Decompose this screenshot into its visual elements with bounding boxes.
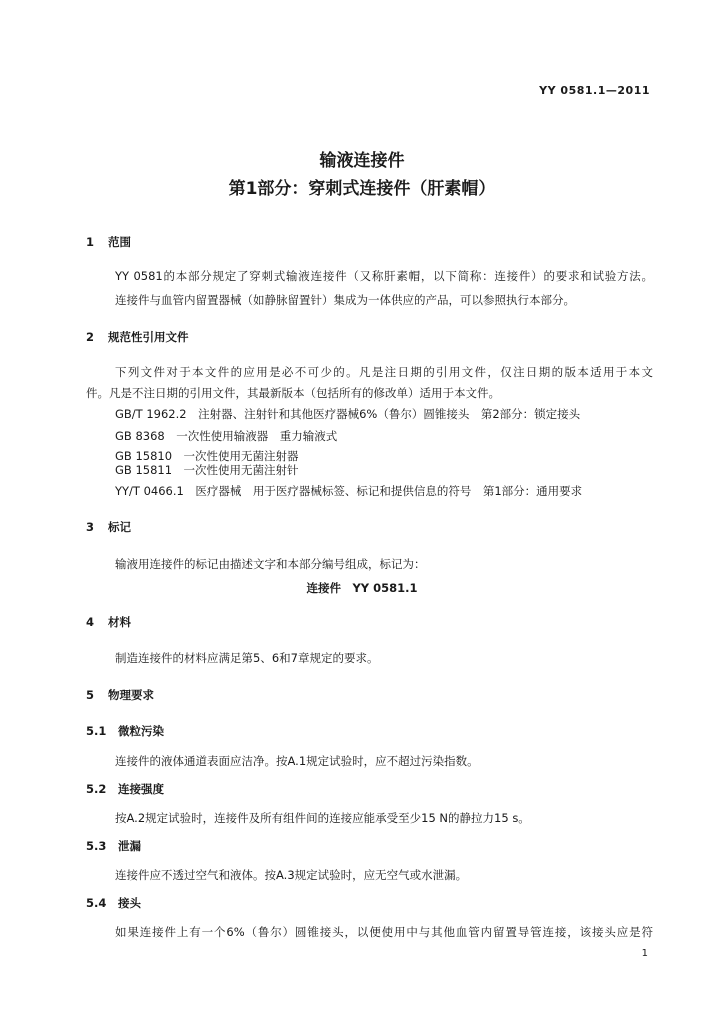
section-1-paragraph-1: YY 0581的本部分规定了穿刺式输液连接件（又称肝素帽，以下简称：连接件）的要求和试验方法。 bbox=[115, 269, 653, 283]
section-title: 物理要求 bbox=[108, 688, 154, 702]
section-title: 范围 bbox=[108, 235, 131, 249]
section-1-paragraph-2: 连接件与血管内留置器械（如静脉留置针）集成为一体供应的产品，可以参照执行本部分。 bbox=[115, 293, 575, 307]
section-4-heading bbox=[86, 614, 131, 630]
section-1-heading bbox=[86, 234, 131, 250]
section-number: 5.4 bbox=[86, 896, 107, 910]
section-title: 材料 bbox=[108, 615, 131, 629]
section-number: 1 bbox=[86, 235, 95, 249]
section-number: 2 bbox=[86, 330, 95, 344]
section-5-heading bbox=[86, 687, 154, 703]
reference-item: GB/T 1962.2 注射器、注射针和其他医疗器械6%（鲁尔）圆锥接头 第2部分：锁定接头 bbox=[115, 407, 581, 421]
section-title: 接头 bbox=[118, 896, 141, 910]
section-title: 泄漏 bbox=[118, 839, 141, 853]
subsection-5-1-heading bbox=[86, 723, 164, 739]
document-title: 输液连接件 bbox=[319, 151, 405, 171]
section-number: 3 bbox=[86, 520, 95, 534]
document-subtitle: 第1部分：穿刺式连接件（肝素帽） bbox=[228, 179, 496, 199]
section-4-paragraph-1: 制造连接件的材料应满足第5、6和7章规定的要求。 bbox=[115, 651, 379, 665]
reference-item: GB 15811 一次性使用无菌注射针 bbox=[115, 463, 299, 477]
section-title: 规范性引用文件 bbox=[108, 330, 189, 344]
marking-example: 连接件 YY 0581.1 bbox=[306, 581, 418, 595]
section-title: 标记 bbox=[108, 520, 131, 534]
standard-number: YY 0581.1—2011 bbox=[539, 84, 650, 97]
reference-item: YY/T 0466.1 医疗器械 用于医疗器械标签、标记和提供信息的符号 第1部分：通用要求 bbox=[115, 484, 583, 498]
section-2-paragraph-1-cont: 件。凡是不注日期的引用文件，其最新版本（包括所有的修改单）适用于本文件。 bbox=[86, 386, 500, 400]
section-3-paragraph-1: 输液用连接件的标记由描述文字和本部分编号组成，标记为： bbox=[115, 557, 426, 571]
section-title: 连接强度 bbox=[118, 782, 164, 796]
subsection-5-3-paragraph: 连接件应不透过空气和液体。按A.3规定试验时，应无空气或水泄漏。 bbox=[115, 868, 468, 882]
subsection-5-2-paragraph: 按A.2规定试验时，连接件及所有组件间的连接应能承受至少15 N的静拉力15 s。 bbox=[115, 811, 530, 825]
section-3-heading bbox=[86, 519, 131, 535]
section-number: 5.2 bbox=[86, 782, 107, 796]
subsection-5-4-paragraph: 如果连接件上有一个6%（鲁尔）圆锥接头，以便使用中与其他血管内留置导管连接，该接头应是符 bbox=[115, 925, 653, 939]
section-number: 5.1 bbox=[86, 724, 107, 738]
section-2-paragraph-1: 下列文件对于本文件的应用是必不可少的。凡是注日期的引用文件，仅注日期的版本适用于本文 bbox=[115, 365, 653, 379]
reference-item: GB 8368 一次性使用输液器 重力输液式 bbox=[115, 429, 338, 443]
subsection-5-4-heading bbox=[86, 895, 141, 911]
page-number: 1 bbox=[641, 948, 648, 959]
section-number: 5.3 bbox=[86, 839, 107, 853]
reference-item: GB 15810 一次性使用无菌注射器 bbox=[115, 449, 299, 463]
subsection-5-1-paragraph: 连接件的液体通道表面应洁净。按A.1规定试验时，应不超过污染指数。 bbox=[115, 754, 479, 768]
subsection-5-3-heading bbox=[86, 838, 141, 854]
section-title: 微粒污染 bbox=[118, 724, 164, 738]
subsection-5-2-heading bbox=[86, 781, 164, 797]
section-number: 5 bbox=[86, 688, 95, 702]
section-number: 4 bbox=[86, 615, 95, 629]
section-2-heading bbox=[86, 329, 189, 345]
